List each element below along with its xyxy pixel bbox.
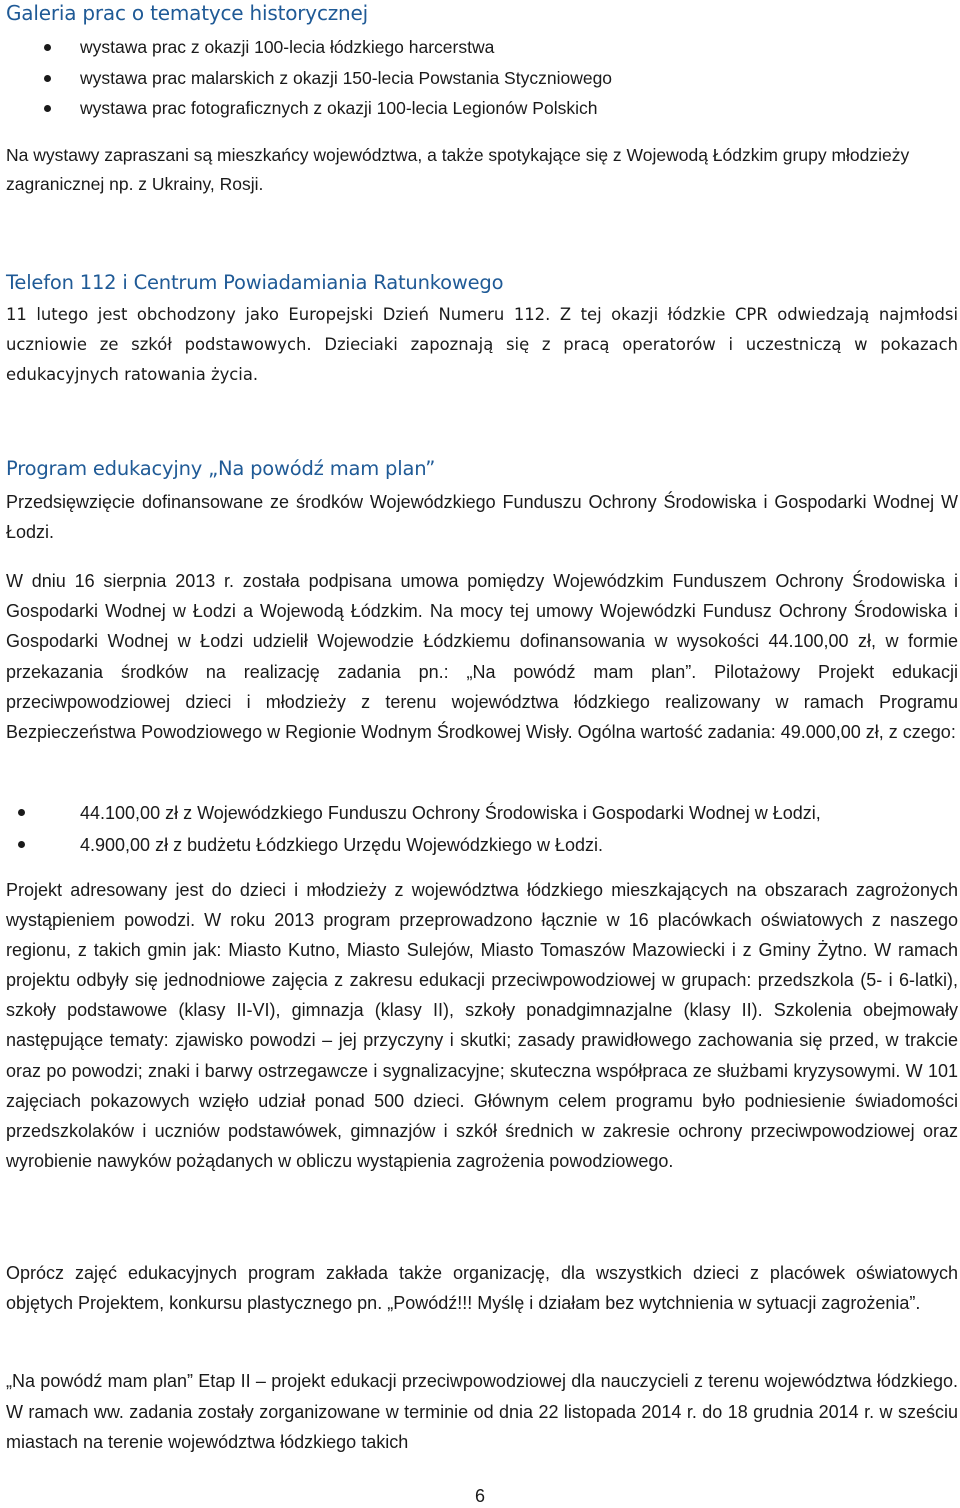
program-agreement: W dniu 16 sierpnia 2013 r. została podpisana umowa pomiędzy Wojewódzkim Funduszem Ochrony Środowiska i Gospodarki Wodnej w Łodzi a Wojewodą Łódzkim. Na mocy tej umowy Wojewódzki Fundusz Ochrony Środowiska i Gospodarki Wodnej w Łodzi udzielił Wojewodzie Łódzkiemu dofinansowania w wysokości 44.100,00 zł, w formie przekazania środków na realizację zadania pn.: „Na powódź mam plan”. Pilotażowy Projekt edukacji przeciwpowodziowej dzieci i młodzieży z terenu województwa łódzkiego realizowany w ramach Programu Bezpieczeństwa Powodziowego w Regionie Wodnym Środkowej Wisły. Ogólna wartość zadania: 49.000,00 zł, z czego:: [6, 571, 958, 743]
list-item-text: wystawa prac malarskich z okazji 150-lecia Powstania Styczniowego: [80, 67, 613, 88]
list-item-text: wystawa prac z okazji 100-lecia łódzkiego harcerstwa: [80, 37, 495, 57]
list-item: [80, 829, 821, 861]
list-item: [80, 63, 612, 94]
gallery-paragraph: Na wystawy zapraszani są mieszkańcy województwa, a także spotykające się z Wojewodą Łódzkim grupy młodzieży zagranicznej np. z Ukrainy, Rosji.: [6, 145, 910, 194]
phone-paragraph: 11 lutego jest obchodzony jako Europejski Dzień Numeru 112. Z tej okazji łódzkie CPR odwiedzają najmłodsi uczniowie ze szkół podstawowych. Dzieciaki zapoznają się z pracą operatorów i uczestniczą w pokazach edukacyjnych ratowania życia.: [6, 305, 958, 384]
list-item: [80, 93, 612, 124]
heading-gallery: Galeria prac o tematyce historycznej: [6, 1, 368, 25]
bullet-icon: [18, 809, 25, 816]
bullet-icon: [44, 105, 51, 112]
program-organization: Oprócz zajęć edukacyjnych program zakłada także organizację, dla wszystkich dzieci z placówek oświatowych objętych Projektem, konkursu plastycznego pn. „Powódź!!! Myślę i działam bez wytchnienia w sytuacji zagrożenia”.: [6, 1263, 958, 1313]
funding-list: [80, 797, 821, 861]
heading-program: Program edukacyjny „Na powódź mam plan”: [6, 457, 436, 480]
list-item: [80, 797, 821, 829]
heading-phone: Telefon 112 i Centrum Powiadamiania Ratunkowego: [6, 271, 504, 294]
program-stage2: „Na powódź mam plan” Etap II – projekt edukacji przeciwpowodziowej dla nauczycieli z terenu województwa łódzkiego. W ramach ww. zadania zostały zorganizowane w terminie od dnia 22 listopada 2014 r. do 18 grudnia 2014 r. w sześciu miastach na terenie województwa łódzkiego takich: [6, 1371, 958, 1452]
page-number: 6: [474, 1486, 485, 1506]
gallery-list: [80, 32, 612, 124]
bullet-icon: [18, 841, 25, 848]
list-item: [80, 32, 612, 63]
bullet-icon: [44, 44, 51, 51]
list-item-text: 4.900,00 zł z budżetu Łódzkiego Urzędu Wojewódzkiego w Łodzi.: [80, 835, 603, 855]
program-intro: Przedsięwzięcie dofinansowane ze środków Wojewódzkiego Funduszu Ochrony Środowiska i Gospodarki Wodnej W Łodzi.: [6, 492, 958, 542]
list-item-text: wystawa prac fotograficznych z okazji 100-lecia Legionów Polskich: [80, 98, 598, 118]
program-project: Projekt adresowany jest do dzieci i młodzieży z województwa łódzkiego mieszkających na obszarach zagrożonych wystąpieniem powodzi. W roku 2013 program przeprowadzono łącznie w 16 placówkach oświatowych z naszego regionu, z takich gmin jak: Miasto Kutno, Miasto Sulejów, Miasto Tomaszów Mazowiecki i z Gminy Żytno. W ramach projektu odbyły się jednodniowe zajęcia z zakresu edukacji przeciwpowodziowej w grupach: przedszkola (5- i 6-latki), szkoły podstawowe (klasy II-VI), gimnazja (klasy II), szkoły ponadgimnazjalne (klasy II). Szkolenia obejmowały następujące tematy: zjawisko powodzi – jej przyczyny i skutki; zasady prawidłowego zachowania się przed, w trakcie oraz po powodzi; znaki i barwy ostrzegawcze i sygnalizacyjne; skuteczna współpraca ze służbami kryzysowymi. W 101 zajęciach pokazowych wzięło udział ponad 500 dzieci. Głównym celem programu było podniesienie świadomości przedszkolaków i uczniów podstawówek, gimnazjów i szkół średnich w zakresie ochrony przeciwpowodziowej oraz wyrobienie nawyków pożądanych w obliczu wystąpienia zagrożenia powodziowego.: [6, 880, 958, 1171]
list-item-text: 44.100,00 zł z Wojewódzkiego Funduszu Ochrony Środowiska i Gospodarki Wodnej w Łodzi,: [80, 803, 821, 823]
bullet-icon: [44, 75, 51, 82]
